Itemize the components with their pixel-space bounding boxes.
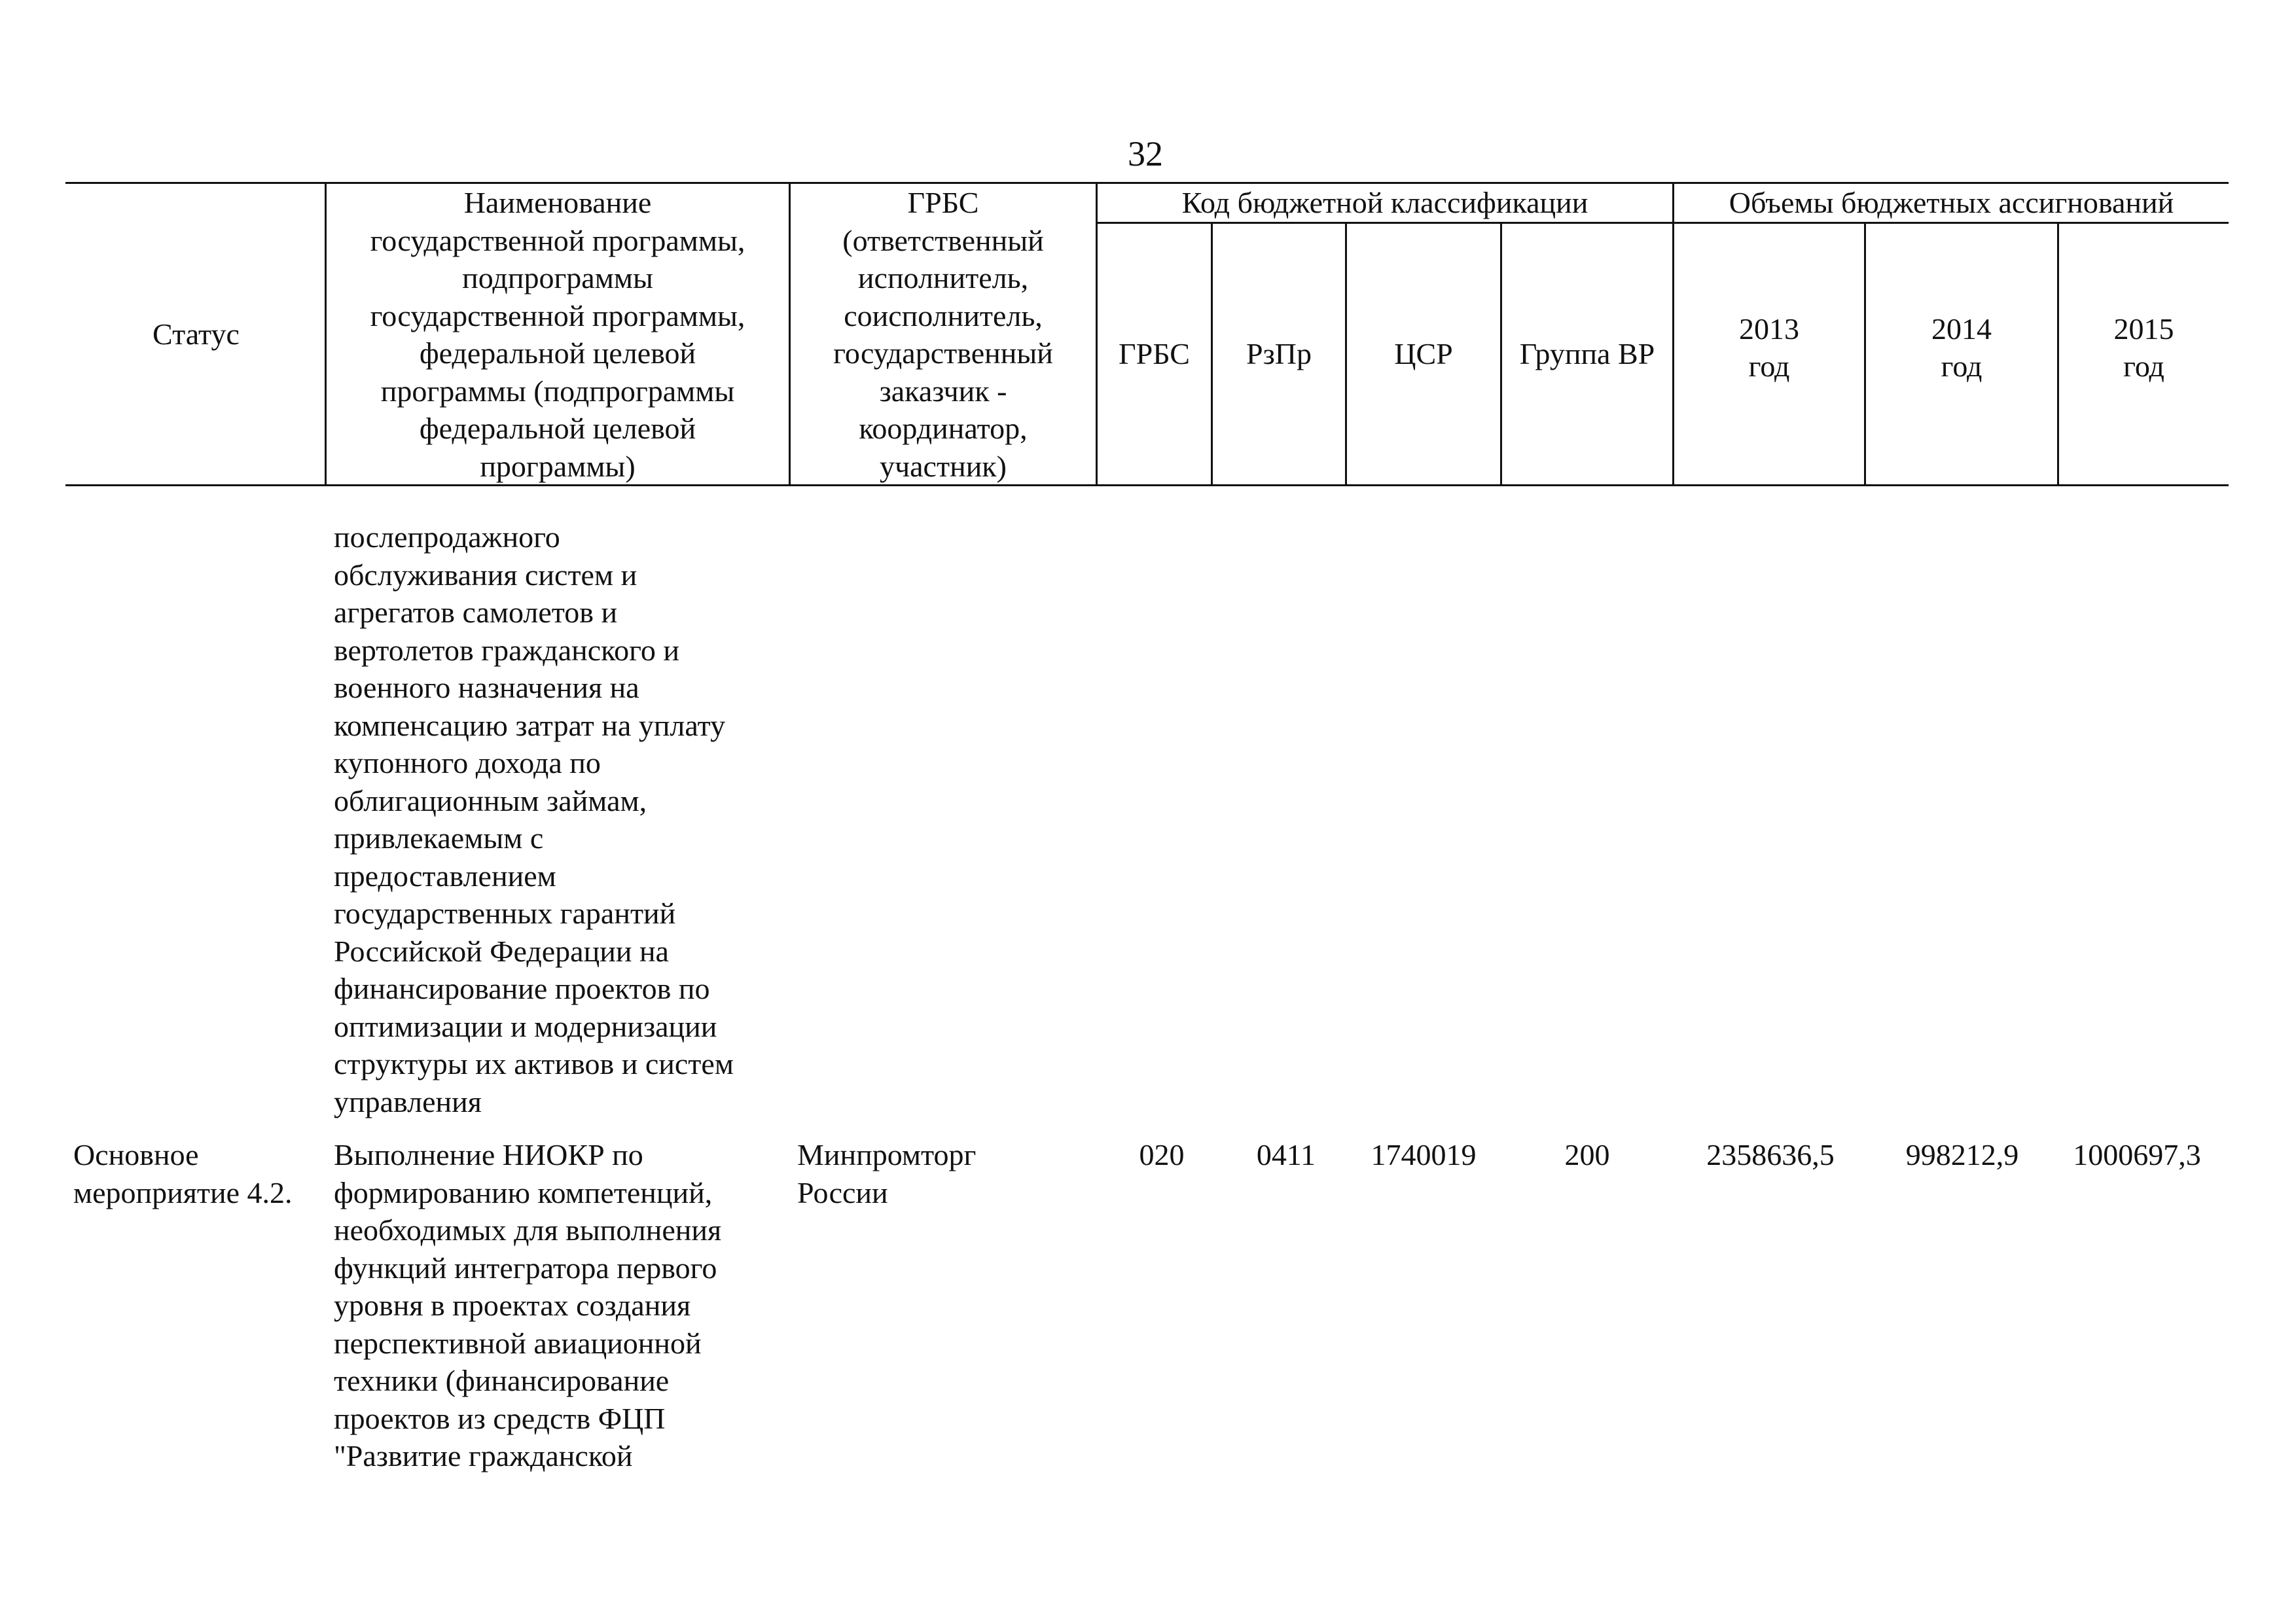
header-executor-line: исполнитель, [857, 261, 1029, 294]
name-line: необходимых для выполнения [334, 1213, 722, 1247]
header-year: 2013 [1739, 312, 1799, 346]
header-col-group-vr: Группа ВР [1519, 337, 1655, 371]
name-line: компенсацию затрат на уплату [334, 708, 726, 742]
row-csr: 1740019 [1371, 1138, 1477, 1171]
name-line: уровня в проектах создания [334, 1289, 691, 1322]
name-line: "Развитие гражданской [334, 1439, 633, 1472]
row-rzpr: 0411 [1256, 1138, 1316, 1171]
header-name-line: федеральной целевой [419, 412, 696, 445]
header-budget-code-group: Код бюджетной классификации [1181, 186, 1588, 219]
name-line: формированию компетенций, [334, 1175, 713, 1209]
header-executor-line: соисполнитель, [844, 298, 1043, 332]
header-col-2013 [1674, 224, 1864, 484]
name-line: облигационным займам, [334, 783, 647, 817]
table-row-continuation-name [334, 518, 792, 1120]
header-col-2015 [2059, 224, 2229, 484]
header-name-line: программы (подпрограммы [380, 374, 735, 408]
row-2013: 2358636,5 [1706, 1138, 1835, 1171]
header-col-rzpr: РзПр [1246, 337, 1312, 371]
header-name-line: федеральной целевой [419, 336, 696, 370]
row-2014: 998212,9 [1905, 1138, 2019, 1171]
name-line: обслуживания систем и [334, 558, 637, 592]
row-grbs: 020 [1139, 1138, 1185, 1171]
header-name-line: государственной программы, [370, 223, 745, 257]
header-executor-line: (ответственный [842, 223, 1044, 257]
executor-line: Минпромторг [797, 1138, 977, 1171]
page-number: 32 [1128, 134, 1163, 173]
header-name [327, 184, 789, 485]
row-status [73, 1136, 329, 1211]
name-line: вертолетов гражданского и [334, 633, 680, 667]
name-line: привлекаемым с [334, 821, 544, 855]
name-line: проектов из средств ФЦП [334, 1401, 666, 1435]
name-line: управления [334, 1084, 482, 1118]
header-col-grbs: ГРБС [1119, 337, 1190, 371]
header-name-line: государственной программы, [370, 298, 745, 332]
name-line: предоставлением [334, 859, 556, 893]
header-budget-volume-group: Объемы бюджетных ассигнований [1729, 186, 2174, 219]
header-executor-line: заказчик - [879, 374, 1007, 408]
name-line: перспективной авиационной [334, 1326, 702, 1360]
header-year-suffix: год [2123, 349, 2164, 383]
name-line: агрегатов самолетов и [334, 596, 618, 629]
header-status-label: Статус [152, 317, 240, 351]
status-line: мероприятие 4.2. [73, 1175, 293, 1209]
header-executor-line: ГРБС [907, 186, 979, 219]
header-year-suffix: год [1941, 349, 1982, 383]
name-line: оптимизации и модернизации [334, 1009, 717, 1043]
name-line: структуры их активов и систем [334, 1047, 734, 1080]
name-line: Российской Федерации на [334, 934, 669, 968]
executor-line: России [797, 1175, 888, 1209]
header-executor-line: государственный [833, 336, 1053, 370]
header-year: 2014 [1931, 312, 1992, 346]
header-status [67, 184, 325, 484]
header-executor-line: координатор, [859, 412, 1028, 445]
header-col-2014 [1866, 224, 2057, 484]
header-executor [791, 184, 1096, 485]
row-group-vr: 200 [1564, 1138, 1610, 1171]
name-line: купонного дохода по [334, 746, 601, 779]
row-executor [797, 1136, 1092, 1211]
row-name [334, 1136, 792, 1475]
name-line: Выполнение НИОКР по [334, 1138, 643, 1171]
row-2015: 1000697,3 [2073, 1138, 2201, 1171]
name-line: техники (финансирование [334, 1364, 670, 1397]
name-line: послепродажного [334, 520, 560, 554]
name-line: государственных гарантий [334, 897, 676, 930]
name-line: военного назначения на [334, 671, 639, 704]
header-year-suffix: год [1748, 349, 1790, 383]
header-name-line: Наименование [463, 186, 652, 219]
header-year: 2015 [2113, 312, 2174, 346]
header-name-line: подпрограммы [462, 261, 653, 294]
header-name-line: программы) [480, 449, 636, 483]
status-line: Основное [73, 1138, 199, 1171]
header-executor-line: участник) [880, 449, 1007, 483]
name-line: финансирование проектов по [334, 972, 710, 1005]
header-col-csr: ЦСР [1394, 337, 1453, 371]
name-line: функций интегратора первого [334, 1251, 717, 1285]
